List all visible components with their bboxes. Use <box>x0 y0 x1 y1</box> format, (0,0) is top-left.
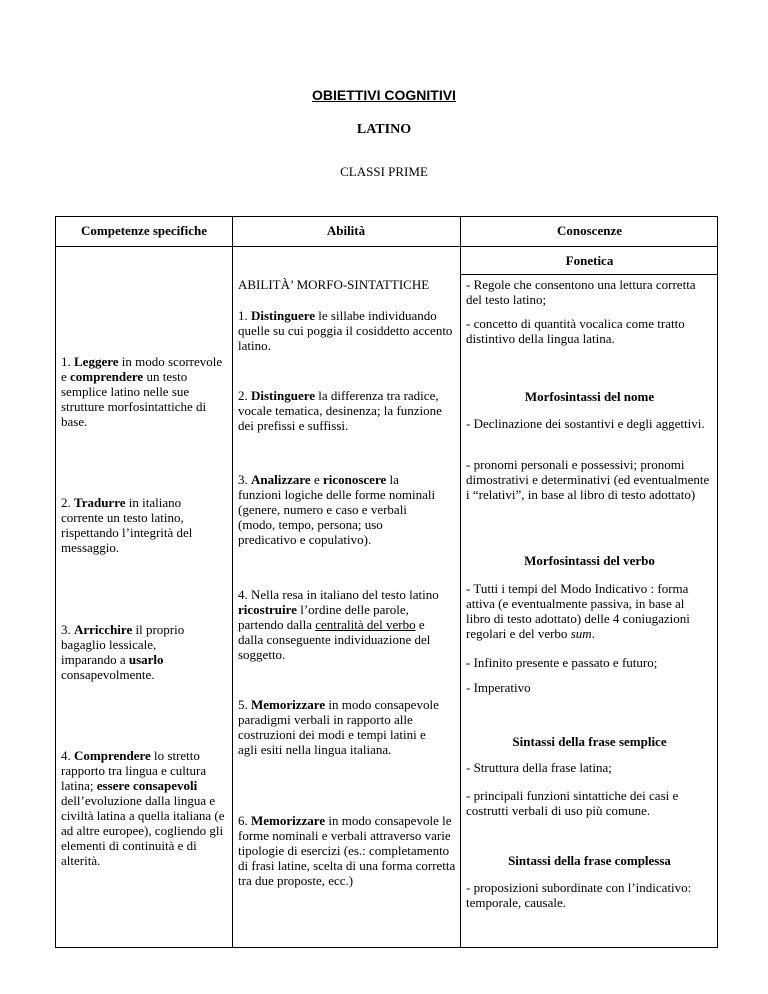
nome-item-2: - pronomi personali e possessivi; pronomi dimostrativi e determinativi (ed eventualmente i “relativi”, in base al libro di testo adottato) <box>466 457 710 502</box>
abilita-6: 6. Memorizzare in modo consapevole le forme nominali e verbali attraverso varie tipologie di esercizi (es.: completamento di frasi latine, scelta di una forma corretta tra due proposte, ecc.) <box>238 813 456 888</box>
verbo-item-2: - Infinito presente e passato e futuro; <box>466 655 658 670</box>
verbo-item-1: - Tutti i tempi del Modo Indicativo : forma attiva (e eventualmente passiva, in base al libro di testo adottato) delle 4 coniugazioni regolari e del verbo sum. <box>466 581 690 641</box>
fonetica-item-2: - concetto di quantità vocalica come tratto distintivo della lingua latina. <box>466 316 685 346</box>
abilita-5: 5. Memorizzare in modo consapevole paradigmi verbali in rapporto alle costruzioni dei modi e tempi latini e agli esiti nella lingua italiana. <box>238 697 439 757</box>
competenza-2: 2. Tradurre in italiano corrente un testo latino, rispettando l’integrità del messaggio. <box>61 495 193 555</box>
sintassi-complessa-title: Sintassi della frase complessa <box>508 853 671 868</box>
complessa-item-1: - proposizioni subordinate con l’indicativo: temporale, causale. <box>466 880 692 910</box>
abilita-2: 2. Distinguere la differenza tra radice, vocale tematica, desinenza; la funzione dei prefissi e suffissi. <box>238 388 442 433</box>
competenza-4: 4. Comprendere lo stretto rapporto tra lingua e cultura latina; essere consapevoli dell’evoluzione dalla lingua e civiltà latina a quella italiana (e ad altre europee), cogliendo gli elementi di continuità e di alterità. <box>61 748 225 868</box>
header-conoscenze: Conoscenze <box>557 223 622 238</box>
fonetica-item-1: - Regole che consentono una lettura corretta del testo latino; <box>466 277 696 307</box>
column-divider <box>232 217 233 947</box>
abilita-4: 4. Nella resa in italiano del testo latino ricostruire l’ordine delle parole, partendo dalla centralità del verbo e dalla conseguente individuazione del soggetto. <box>238 587 439 662</box>
morfosintassi-nome-title: Morfosintassi del nome <box>524 389 655 404</box>
column-divider <box>460 217 461 947</box>
fonetica-title: Fonetica <box>565 253 614 268</box>
semplice-item-1: - Struttura della frase latina; <box>466 760 612 775</box>
header-divider <box>56 246 717 247</box>
verbo-item-3: - Imperativo <box>466 680 531 695</box>
nome-item-1: - Declinazione dei sostantivi e degli aggettivi. <box>466 416 705 431</box>
competenza-1: 1. Leggere in modo scorrevole e comprendere un testo semplice latino nelle sue strutture morfosintattiche di base. <box>61 354 223 429</box>
semplice-item-2: - principali funzioni sintattiche dei casi e costrutti verbali di uso più comune. <box>466 788 679 818</box>
header-competenze: Competenze specifiche <box>81 223 207 238</box>
morfosintassi-verbo-title: Morfosintassi del verbo <box>524 553 655 568</box>
sintassi-semplice-title: Sintassi della frase semplice <box>512 734 667 749</box>
classes-heading: CLASSI PRIME <box>340 164 428 179</box>
page-title: OBIETTIVI COGNITIVI <box>312 87 456 103</box>
abilita-heading: ABILITÀ’ MORFO-SINTATTICHE <box>238 277 430 292</box>
competenza-3: 3. Arricchire il proprio bagaglio lessicale, imparando a usarlo consapevolmente. <box>61 622 185 682</box>
abilita-1: 1. Distinguere le sillabe individuando quelle su cui poggia il cosiddetto accento latino. <box>238 308 453 353</box>
abilita-3: 3. Analizzare e riconoscere la funzioni logiche delle forme nominali (genere, numero e caso e verbali (modo, tempo, persona; uso predicativo e copulativo). <box>238 472 436 547</box>
fonetica-divider <box>460 274 717 275</box>
header-abilita: Abilità <box>326 223 366 238</box>
objectives-table <box>55 216 718 948</box>
subject-heading: LATINO <box>356 122 412 137</box>
